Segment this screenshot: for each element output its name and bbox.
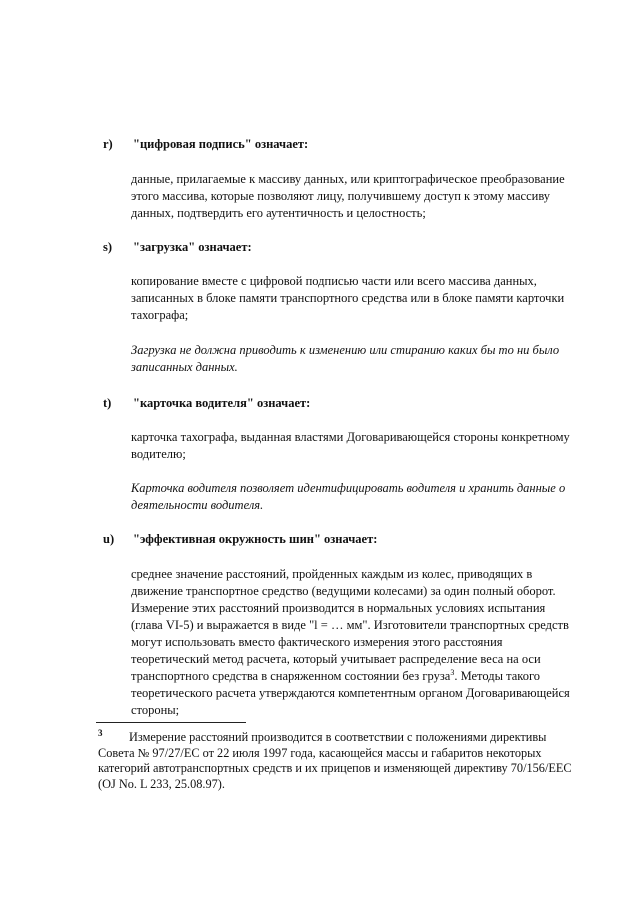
definition-term: "цифровая подпись" означает: (133, 137, 309, 151)
definition-term: "загрузка" означает: (133, 240, 252, 254)
definition-letter: u) (103, 532, 115, 546)
definition-letter: s) (103, 240, 113, 254)
definition-note: Карточка водителя позволяет идентифицировать водителя и хранить данные о деятельности водителя. (131, 481, 566, 512)
paragraph-text: среднее значение расстояний, пройденных каждым из колес, приводящих в движение транспортное средство (ведущими колесами) за один полный оборот. Измерение этих расстояний производится в нормальных условиях испытания (глава VI-5) и выражается в виде "l = … мм". Изготовители транспортных средств могут использовать вместо фактического измерения этого расстояния теоретический метод расчета, который учитывает распределение веса на оси транспортного средства в снаряженном состоянии без груза (131, 567, 569, 683)
definition-term: "эффективная окружность шин" означает: (133, 532, 378, 546)
footnote-marker: 3 (98, 728, 103, 738)
footnote-reference[interactable]: 3 (450, 667, 455, 677)
definition-letter: t) (103, 396, 112, 410)
definition-term: "карточка водителя" означает: (133, 396, 311, 410)
definition-paragraph: копирование вместе с цифровой подписью части или всего массива данных, записанных в блоке памяти транспортного средства или в блоке памяти карточки тахографа; (131, 274, 565, 322)
footnote-divider (96, 722, 246, 723)
paragraph-text: . Методы такого теоретического расчета утверждаются компетентным органом Договаривающейся стороны; (131, 669, 570, 717)
footnote-text: Измерение расстояний производится в соответствии с положениями директивы Совета № 97/27/ЕС от 22 июля 1997 года, касающейся массы и габаритов некоторых категорий автотранспортных средств и их прицепов и изменяющей директиву 70/156/ЕЕС (OJ No. L 233, 25.08.97). (98, 730, 572, 791)
definition-paragraph: данные, прилагаемые к массиву данных, или криптографическое преобразование этого массива, которые позволяют лицу, получившему доступ к этому массиву данных, подтвердить его аутентичность и целостность; (131, 172, 565, 220)
definition-letter: r) (103, 137, 113, 151)
definition-paragraph: карточка тахографа, выданная властями Договаривающейся стороны конкретному водителю; (131, 430, 570, 461)
definition-note: Загрузка не должна приводить к изменению или стиранию каких бы то ни было записанных данных. (131, 343, 560, 374)
definition-paragraph (131, 566, 577, 719)
